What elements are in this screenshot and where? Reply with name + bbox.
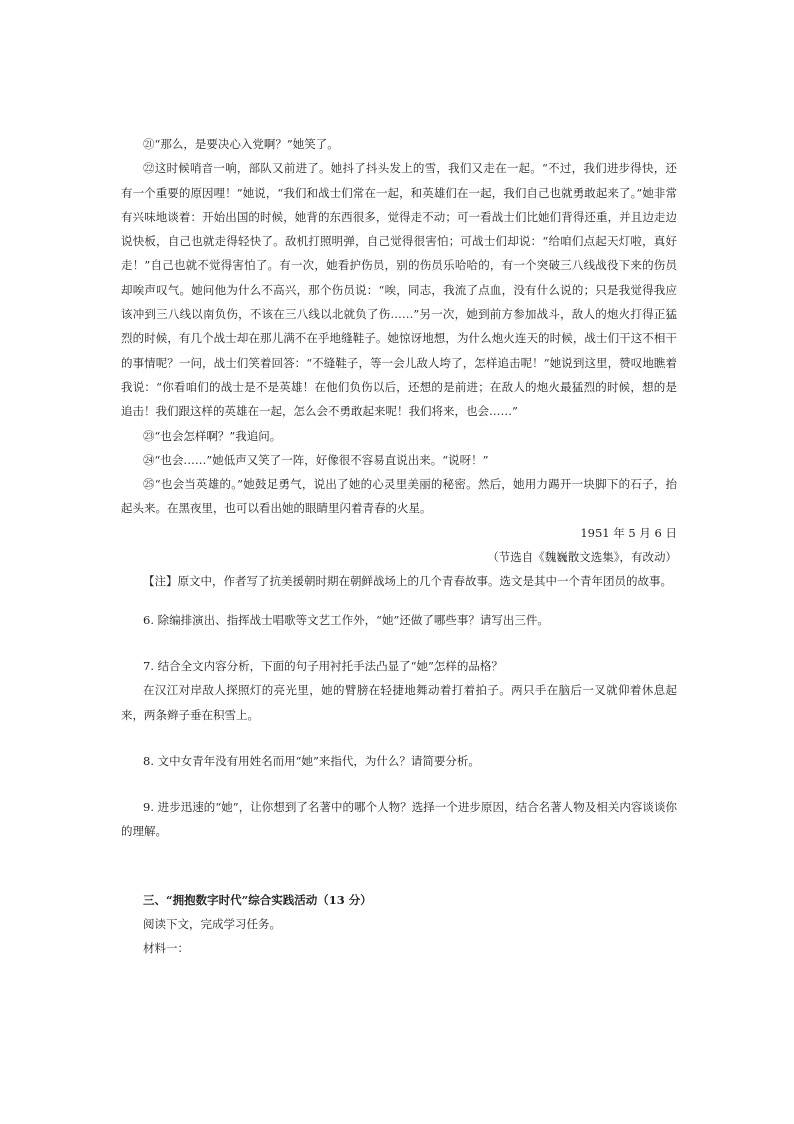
document-page xyxy=(121,132,677,961)
question-7: 7. 结合全文内容分析，下面的句子用衬托手法凸显了“她”怎样的品格？ xyxy=(143,658,503,673)
paragraph-21: ㉑“那么，是要决心入党啊？”她笑了。 xyxy=(143,137,339,151)
answer-space-9b xyxy=(121,866,677,888)
question-9: 9. 进步迅速的“她”，让你想到了名著中的哪个人物？选择一个进步原因，结合名著人物及相关内容谈谈你的理解。 xyxy=(121,800,677,839)
question-6: 6. 除编排演出、指挥战士唱歌等文艺工作外，“她”还做了哪些事？请写出三件。 xyxy=(143,612,549,627)
paragraph-22: ㉒这时候哨音一响，部队又前进了。她抖了抖头发上的雪，我们又走在一起。“不过，我们进步得快，还有一个重要的原因哩！”她说，“我们和战士们常在一起，和英雄们在一起，我们自己也就勇敢起来了。”她非常有兴味地谈着：开始出国的时候，她背的东西很多，觉得走不动；可一看战士们比她们背得还重，并且边走边说快板，自己也就走得轻快了。敌机打照明弹，自己觉得很害怕；可战士们却说：“给咱们点起天灯啦，真好走！”自己也就不觉得害怕了。有一次，她看护伤员，别的伤员乐哈哈的，有一个突破三八线战役下来的伤员却唉声叹气。她问他为什么不高兴，那个伤员说：“唉，同志，我流了点血，没有什么说的；只是我觉得我应该冲到三八线以南负伤，不该在三八线以北就负了伤……”另一次，她到前方参加战斗，敌人的炮火打得正猛烈的时候，有几个战士却在那儿满不在乎地缝鞋子。她惊讶地想，为什么炮火连天的时候，战士们干这不相干的事情呢？一问，战士们笑着回答：“不缝鞋子，等一会儿敌人垮了，怎样追击呢！”她说到这里，赞叹地瞧着我说：“你看咱们的战士是不是英雄！在他们负伤以后，还想的是前进；在敌人的炮火最猛烈的时候，想的是追击！我们跟这样的英雄在一起，怎么会不勇敢起来呢！我们将来，也会……” xyxy=(121,161,677,419)
answer-space-6 xyxy=(121,632,677,654)
passage-note: 【注】原文中，作者写了抗美援朝时期在朝鲜战场上的几个青春故事。选文是其中一个青年团员的故事。 xyxy=(143,574,672,589)
section-3-instruction: 阅读下文，完成学习任务。 xyxy=(143,917,281,932)
question-8: 8. 文中女青年没有用姓名而用“她”来指代，为什么？请简要分析。 xyxy=(143,753,480,768)
passage-source: （节选自《魏巍散文选集》，有改动） xyxy=(487,550,677,565)
paragraph-24: ㉔“也会……”她低声又笑了一阵，好像很不容易直说出来。“说呀！” xyxy=(143,452,489,467)
answer-space-7 xyxy=(121,727,677,749)
spacer xyxy=(121,594,677,608)
section-3-heading: 三、“拥抱数字时代”综合实践活动（13 分） xyxy=(143,892,372,907)
question-7-quote: 在汉江对岸敌人探照灯的亮光里，她的臂膀在轻捷地舞动着打着拍子。两只手在脑后一叉就仰着休息起来，两条辫子垂在积雪上。 xyxy=(121,683,677,722)
paragraph-25: ㉕“也会当英雄的。”她鼓足勇气，说出了她的心灵里美丽的秘密。然后，她用力踢开一块脚下的石子，抬起头来。在黑夜里，也可以看出她的眼睛里闪着青春的火星。 xyxy=(121,477,677,516)
answer-space-8 xyxy=(121,773,677,795)
answer-space-9 xyxy=(121,844,677,866)
material-one-label: 材料一： xyxy=(143,941,189,956)
paragraph-23: ㉓“也会怎样啊？”我追问。 xyxy=(143,428,282,443)
passage-date: 1951 年 5 月 6 日 xyxy=(580,525,677,540)
